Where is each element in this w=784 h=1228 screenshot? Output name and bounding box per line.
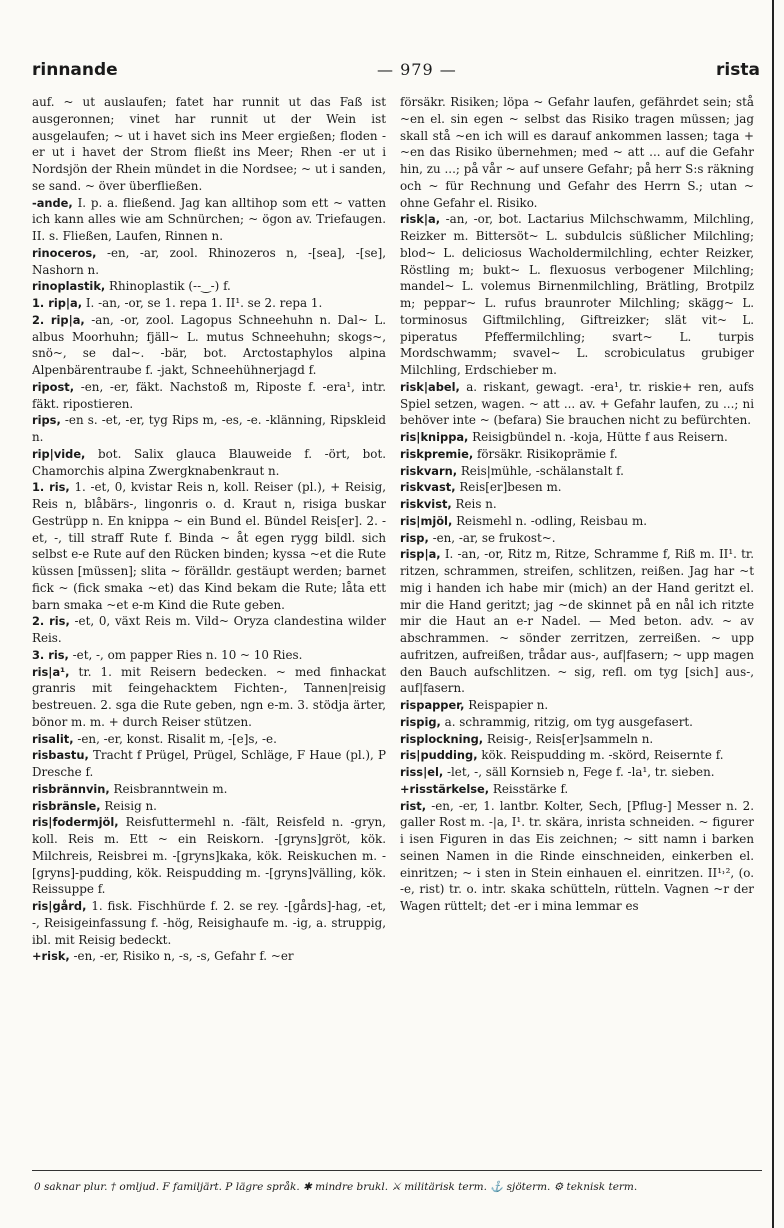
right-column (400, 94, 754, 1162)
left-column (32, 94, 386, 1162)
entry-headword: risbränsle, (32, 798, 101, 813)
entry-definition: Reisbranntwein m. (113, 781, 228, 796)
entry-definition: -en, -er, 1. lantbr. Kolter, Sech, [Pflug-] Messer n. 2. galler Rost m. -|a, I¹. tr. skära, inrista schneiden. ~ figurer i isen Figuren in das Eis zeichnen; ~ sitt namn i barken seinen Namen in die Rinde einschneiden, einkerben el. einritzen; ~ i sten in Stein einhauen el. einritzen. II¹˒², (o. -e, rist) tr. o. intr. skaka schütteln, rütteln. Vagnen ~r der Wagen rüttelt; det -er i mina lemmar es (400, 798, 754, 913)
header-right-word: rista (716, 60, 760, 80)
entry-headword: 2. rip|a, (32, 312, 85, 327)
footer-rule (32, 1170, 762, 1171)
dictionary-entry (400, 496, 754, 513)
dictionary-entry (32, 379, 386, 413)
entry-definition: försäkr. Risiken; löpa ~ Gefahr laufen, gefährdet sein; stå ~en el. sin egen ~ selbst das Risiko tragen müssen; jag skall stå ~en ich will es darauf ankommen lassen; taga + ~en das Risiko übernehmen; med ~ att ... auf die Gefahr hin, zu ...; på vår ~ auf unsere Gefahr; på herr S:s räkning och ~ für Rechnung und Gefahr des Herrn S.; utan ~ ohne Gefahr el. Risiko. (400, 95, 754, 210)
entry-headword: riskvarn, (400, 463, 458, 478)
entry-definition: Rhinoplastik (--‿-) f. (109, 279, 231, 294)
entry-definition: -an, -or, bot. Lactarius Milchschwamm, Milchling, Reizker m. Bittersöt~ L. subdulcis süßlicher Milchling; blod~ L. deliciosus Wacholdermilchling, echter Reizker, Röstling m; bukt~ L. flexuosus verbogener Milchling; mandel~ L. volemus Birnenmilchling, Brätling, Brotpilz m; peppar~ L. rufus braunroter Milchling; skägg~ L. torminosus Giftmilchling, Giftreizker; slät vit~ L. piperatus Pfeffermilchling; svart~ L. turpis Mordschwamm; svavel~ L. scrobiculatus grubiger Milchling, Erdschieber m. (400, 212, 754, 377)
entry-headword: rinoplastik, (32, 279, 106, 294)
entry-definition: -et, 0, växt Reis m. Vild~ Oryza clandestina wilder Reis. (32, 614, 386, 645)
entry-definition: Reispapier n. (468, 698, 549, 712)
dictionary-entry (32, 613, 386, 647)
entry-headword: ris|gård, (32, 899, 87, 913)
entry-headword: riskvist, (400, 497, 452, 511)
entry-headword: ris|mjöl, (400, 513, 453, 528)
entry-headword: ris|knippa, (400, 430, 469, 444)
entry-definition: tr. 1. mit Reisern bedecken. ~ med finhackat granris mit feingehacktem Fichten-, Tannen|reisig bestreuen. 2. sga die Rute geben, ngn e-m. 3. stödja ärter, bönor m. m. + durch Reiser stützen. (32, 664, 386, 729)
entry-headword: rips, (32, 413, 61, 428)
entry-headword: 1. ris, (32, 480, 70, 495)
page-edge-line (772, 0, 774, 1228)
dictionary-entry (32, 295, 386, 312)
dictionary-entry (400, 513, 754, 530)
entry-headword: riss|el, (400, 765, 444, 779)
entry-definition: -an, -or, zool. Lagopus Schneehuhn n. Dal~ L. albus Moorhuhn; fjäll~ L. mutus Schneehuhn; skogs~, snö~, se dal~. -bär, bot. Arctostaphylos alpina Alpenbärentraube f. -jakt, Schneehühnerjagd f. (32, 312, 386, 377)
dictionary-entry (32, 94, 386, 195)
entry-headword: rispig, (400, 714, 441, 729)
entry-definition: a. schrammig, ritzig, om tyg ausgefasert. (444, 714, 693, 729)
entry-headword: rist, (400, 798, 427, 813)
entry-headword: +risk, (32, 949, 70, 964)
entry-headword: riskvast, (400, 480, 456, 495)
entry-headword: risk|a, (400, 212, 441, 227)
entry-headword: riskpremie, (400, 446, 474, 461)
entry-definition: Reisstärke f. (492, 781, 569, 796)
entry-headword: 2. ris, (32, 614, 70, 629)
dictionary-entry (400, 798, 754, 915)
entry-headword: 1. rip|a, (32, 296, 83, 310)
entry-definition: -en, -er, konst. Risalit m, -[e]s, -e. (77, 731, 277, 746)
entry-definition: 1. -et, 0, kvistar Reis n, koll. Reiser (pl.), + Reisig, Reis n, blåbärs-, lingonris o. d. Kraut n, risiga buskar Gestrüpp n. En knippa ~ ein Bund el. Bündel Reis[er]. 2. -et, -, till straff Rute f. Binda ~ åt egen rygg bildl. sich selbst e-e Rute auf den Rücken binden; kyssa ~et die Rute küssen [müssen]; slita ~ förälldr. gestäupt werden; barnet fick ~ (fick smaka ~et) das Kind bekam die Rute; låta ett barn smaka ~et e-m Kind die Rute geben. (32, 480, 386, 612)
dictionary-entry (400, 697, 754, 714)
dictionary-entry (400, 446, 754, 463)
dictionary-entry (400, 714, 754, 731)
entry-definition: Reis n. (455, 497, 497, 511)
dictionary-entry (32, 412, 386, 446)
abbreviation-legend: 0 saknar plur. † omljud. F familjärt. P lägre språk. ✱ mindre brukl. ⚔ militärisk term. ⚓ sjöterm. ⚙ teknisk term. (34, 1181, 638, 1193)
entry-headword: risp, (400, 530, 429, 545)
dictionary-entry (32, 664, 386, 731)
entry-headword: ris|fodermjöl, (32, 815, 119, 830)
entry-definition: bot. Salix glauca Blauweide f. -ört, bot. Chamorchis alpina Zwergknabenkraut n. (32, 446, 386, 478)
dictionary-entry (400, 479, 754, 496)
dictionary-entry (32, 479, 386, 613)
entry-definition: -en, -ar, zool. Rhinozeros n, -[sea], -[se], Nashorn n. (32, 245, 386, 277)
page-number: — 979 — (377, 60, 457, 79)
entry-headword: rinoceros, (32, 245, 97, 260)
dictionary-entry (32, 898, 386, 948)
entry-definition: Reismehl n. -odling, Reisbau m. (456, 513, 648, 528)
entry-columns (32, 94, 754, 1162)
dictionary-entry (400, 546, 754, 697)
dictionary-entry (32, 948, 386, 965)
dictionary-entry (32, 446, 386, 480)
entry-definition: -let, -, säll Kornsieb n, Fege f. -la¹, tr. sieben. (446, 765, 715, 779)
dictionary-entry (400, 429, 754, 446)
entry-definition: I. -an, -or, Ritz m, Ritze, Schramme f, Riß m. II¹. tr. ritzen, schrammen, streifen, schlitzen, reißen. Jag har ~t mig i handen ich habe mir (mich) an der Hand geritzt el. mir die Hand geritzt; jag ~de skinnet på en nål ich ritzte mir die Haut an e-r Nadel. — Med beton. adv. ~ av abschrammen. ~ sönder zerritzen, zerreißen. ~ upp aufritzen, aufreißen, trådar aus-, auf|fasern; ~ upp magen den Bauch aufschlitzen. ~ sig, refl. om tyg [sich] aus-, auf|fasern. (400, 547, 754, 696)
entry-definition: Reis|mühle, -schälanstalt f. (460, 463, 624, 478)
entry-definition: -en, -er, Risiko n, -s, -s, Gefahr f. ~er (73, 949, 294, 964)
entry-definition: I. -an, -or, se 1. repa 1. II¹. se 2. repa 1. (85, 296, 323, 310)
entry-headword: -ande, (32, 195, 73, 210)
entry-definition: -en s. -et, -er, tyg Rips m, -es, -e. -klänning, Ripskleid n. (32, 413, 386, 444)
dictionary-entry (400, 747, 754, 764)
header-left-word: rinnande (32, 60, 118, 80)
entry-definition: kök. Reispudding m. -skörd, Reisernte f. (481, 748, 724, 763)
dictionary-entry (32, 245, 386, 279)
dictionary-entry (32, 312, 386, 379)
dictionary-entry (32, 798, 386, 815)
entry-definition: försäkr. Risikoprämie f. (476, 446, 618, 461)
dictionary-entry (32, 747, 386, 781)
dictionary-entry (400, 94, 754, 211)
entry-headword: risplockning, (400, 731, 484, 746)
entry-definition: Tracht f Prügel, Prügel, Schläge, F Haue (pl.), P Dresche f. (32, 748, 386, 779)
dictionary-entry (32, 814, 386, 898)
entry-headword: 3. ris, (32, 647, 69, 662)
entry-definition: Reisfuttermehl n. -fält, Reisfeld n. -gryn, koll. Reis m. Ett ~ ein Reiskorn. -[gryns]gröt, kök. Milchreis, Reisbrei m. -[gryns]kaka, kök. Reiskuchen m. -[gryns]-pudding, kök. Reispudding m. -[gryns]välling, kök. Reissuppe f. (32, 815, 386, 897)
entry-definition: Reisigbündel n. -koja, Hütte f aus Reisern. (472, 430, 728, 444)
dictionary-entry (400, 764, 754, 781)
dictionary-entry (32, 731, 386, 748)
dictionary-entry (400, 379, 754, 429)
entry-definition: a. riskant, gewagt. -era¹, tr. riskie+ ren, aufs Spiel setzen, wagen. ~ att ... av. + Gefahr laufen, zu ...; ni behöver inte ~ (befara) Sie brauchen nicht zu befürchten. (400, 379, 754, 428)
dictionary-entry (400, 211, 754, 379)
dictionary-entry (32, 195, 386, 245)
entry-headword: risk|abel, (400, 379, 460, 394)
entry-definition: auf. ~ ut auslaufen; fatet har runnit ut das Faß ist ausgeronnen; vinet har runnit ut der Wein ist ausgelaufen; ~ ut i havet sich ins Meer ergießen; floden -er ut i havet der Strom fließt ins Meer; Rhen -er ut i Nordsjön der Rhein mündet in die Nordsee; ~ ut i sanden, se sand. ~ över überfließen. (32, 95, 386, 193)
entry-headword: rispapper, (400, 698, 465, 712)
dictionary-entry (32, 278, 386, 295)
entry-headword: risbastu, (32, 748, 89, 763)
entry-definition: 1. fisk. Fischhürde f. 2. se rey. -[gårds]-hag, -et, -, Reisigeinfassung f. -hög, Reisighaufe m. -ig, a. struppig, ibl. mit Reisig bedeckt. (32, 899, 386, 947)
entry-definition: -en, -ar, se frukost~. (432, 530, 556, 545)
entry-headword: +risstärkelse, (400, 781, 490, 796)
dictionary-entry (400, 731, 754, 748)
entry-definition: I. p. a. fließend. Jag kan alltihop som ett ~ vatten ich kann alles wie am Schnürchen; ~ ögon av. Triefaugen. II. s. Fließen, Laufen, Rinnen n. (32, 195, 386, 243)
entry-definition: Reis[er]besen m. (459, 480, 562, 495)
entry-definition: Reisig-, Reis[er]sammeln n. (486, 731, 654, 746)
entry-headword: risalit, (32, 731, 74, 746)
dictionary-entry (400, 530, 754, 547)
entry-headword: risbrännvin, (32, 781, 110, 796)
entry-headword: ris|pudding, (400, 748, 478, 763)
entry-headword: risp|a, (400, 547, 441, 562)
dictionary-entry (32, 781, 386, 798)
entry-definition: Reisig n. (104, 798, 157, 813)
dictionary-entry (400, 463, 754, 480)
entry-headword: rip|vide, (32, 446, 86, 461)
entry-headword: ripost, (32, 379, 75, 394)
entry-headword: ris|a¹, (32, 664, 70, 679)
dictionary-entry (32, 647, 386, 664)
entry-definition: -et, -, om papper Ries n. 10 ~ 10 Ries. (72, 647, 303, 662)
entry-definition: -en, -er, fäkt. Nachstoß m, Riposte f. -era¹, intr. fäkt. ripostieren. (32, 379, 386, 411)
dictionary-entry (400, 781, 754, 798)
running-header (32, 60, 760, 84)
